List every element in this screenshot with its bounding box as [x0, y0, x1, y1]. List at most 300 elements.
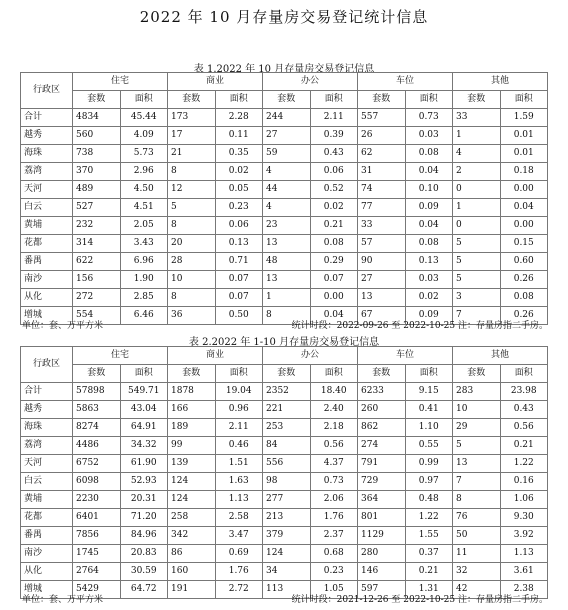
table2-value-cell: 5863: [73, 401, 121, 419]
table2-group-residential: 住宅: [73, 347, 168, 365]
table1-value-cell: 0.26: [500, 271, 548, 289]
table1-value-cell: 8: [263, 307, 311, 325]
table1-value-cell: 20: [168, 235, 216, 253]
table2-value-cell: 98: [263, 473, 311, 491]
table2-value-cell: 8: [453, 491, 501, 509]
table2-value-cell: 4486: [73, 437, 121, 455]
table1-value-cell: 0.15: [500, 235, 548, 253]
table2-value-cell: 34: [263, 563, 311, 581]
table1-sub-count: 套数: [358, 91, 406, 109]
table2-value-cell: 1.13: [215, 491, 263, 509]
table1-value-cell: 3: [453, 289, 501, 307]
table2-value-cell: 1.10: [405, 419, 453, 437]
table1-unit-note: 单位：套、万平方米: [22, 321, 104, 331]
table1-value-cell: 13: [263, 235, 311, 253]
table1-value-cell: 0.02: [405, 289, 453, 307]
table1-value-cell: 33: [453, 109, 501, 127]
table1-sub-count: 套数: [73, 91, 121, 109]
table1-value-cell: 2.11: [310, 109, 358, 127]
table1-value-cell: 2.96: [120, 163, 168, 181]
table2-value-cell: 124: [263, 545, 311, 563]
table2-value-cell: 0.55: [405, 437, 453, 455]
table1-value-cell: 4.09: [120, 127, 168, 145]
table1-value-cell: 62: [358, 145, 406, 163]
table1-sub-area: 面积: [120, 91, 168, 109]
table2-group-parking: 车位: [358, 347, 453, 365]
table1-value-cell: 0.50: [215, 307, 263, 325]
table1-value-cell: 0.35: [215, 145, 263, 163]
table1-row: [21, 217, 548, 235]
table1-sub-area: 面积: [215, 91, 263, 109]
table1-row: [21, 289, 548, 307]
table2-value-cell: 124: [168, 491, 216, 509]
table2-value-cell: 0.21: [500, 437, 548, 455]
table2-district-cell: 南沙: [21, 545, 73, 563]
table1-value-cell: 2.85: [120, 289, 168, 307]
table1-value-cell: 0.18: [500, 163, 548, 181]
table1-value-cell: 244: [263, 109, 311, 127]
table1-value-cell: 48: [263, 253, 311, 271]
table2-group-office: 办公: [263, 347, 358, 365]
table1-sub-count: 套数: [263, 91, 311, 109]
table1-value-cell: 557: [358, 109, 406, 127]
table2-value-cell: 76: [453, 509, 501, 527]
table1-value-cell: 67: [358, 307, 406, 325]
table1-value-cell: 23: [263, 217, 311, 235]
table1-value-cell: 527: [73, 199, 121, 217]
table2-row: [21, 491, 548, 509]
table1-district-cell: 荔湾: [21, 163, 73, 181]
table2-row: [21, 401, 548, 419]
table1-value-cell: 370: [73, 163, 121, 181]
table1-value-cell: 0.23: [215, 199, 263, 217]
table2-value-cell: 0.97: [405, 473, 453, 491]
table2-value-cell: 549.71: [120, 383, 168, 401]
table2-sub-area: 面积: [310, 365, 358, 383]
table2-value-cell: 3.61: [500, 563, 548, 581]
table2-value-cell: 801: [358, 509, 406, 527]
table2-value-cell: 9.30: [500, 509, 548, 527]
table2-value-cell: 0.96: [215, 401, 263, 419]
table1-value-cell: 554: [73, 307, 121, 325]
table2-value-cell: 1.51: [215, 455, 263, 473]
table2-value-cell: 2.11: [215, 419, 263, 437]
table1-value-cell: 0.13: [405, 253, 453, 271]
table1-row: [21, 109, 548, 127]
table2-value-cell: 3.47: [215, 527, 263, 545]
table2-value-cell: 0.68: [310, 545, 358, 563]
table2-value-cell: 274: [358, 437, 406, 455]
table2-value-cell: 5: [453, 437, 501, 455]
table1-value-cell: 0.13: [215, 235, 263, 253]
table2-row: [21, 527, 548, 545]
table2-value-cell: 189: [168, 419, 216, 437]
table1-value-cell: 0.07: [215, 289, 263, 307]
table2-district-header: 行政区: [21, 347, 73, 383]
table2-value-cell: 791: [358, 455, 406, 473]
table2-value-cell: 2230: [73, 491, 121, 509]
table2-value-cell: 191: [168, 581, 216, 599]
table1-district-cell: 黄埔: [21, 217, 73, 235]
table2-value-cell: 19.04: [215, 383, 263, 401]
table1-value-cell: 1: [453, 127, 501, 145]
table1-row: [21, 199, 548, 217]
table2-district-cell: 合计: [21, 383, 73, 401]
table1-group-parking: 车位: [358, 73, 453, 91]
table2-value-cell: 6401: [73, 509, 121, 527]
table2-district-cell: 越秀: [21, 401, 73, 419]
table1-value-cell: 4834: [73, 109, 121, 127]
table1-district-cell: 合计: [21, 109, 73, 127]
table1-value-cell: 0.09: [405, 307, 453, 325]
table2-value-cell: 379: [263, 527, 311, 545]
table2-value-cell: 30.59: [120, 563, 168, 581]
table2-sub-area: 面积: [405, 365, 453, 383]
table2-value-cell: 50: [453, 527, 501, 545]
table1-value-cell: 12: [168, 181, 216, 199]
table2-sub-count: 套数: [263, 365, 311, 383]
table1-sub-count: 套数: [453, 91, 501, 109]
table2-value-cell: 0.21: [405, 563, 453, 581]
table2-value-cell: 1.76: [215, 563, 263, 581]
table1-value-cell: 8: [168, 163, 216, 181]
table1-value-cell: 1: [263, 289, 311, 307]
table2-value-cell: 1.06: [500, 491, 548, 509]
table2-district-cell: 增城: [21, 581, 73, 599]
table2-value-cell: 4.37: [310, 455, 358, 473]
table1-district-cell: 从化: [21, 289, 73, 307]
table2-value-cell: 0.56: [310, 437, 358, 455]
table1-value-cell: 0.29: [310, 253, 358, 271]
table2-value-cell: 7: [453, 473, 501, 491]
table2-value-cell: 0.69: [215, 545, 263, 563]
table1-value-cell: 27: [263, 127, 311, 145]
table1-value-cell: 1.59: [500, 109, 548, 127]
table2-value-cell: 1.05: [310, 581, 358, 599]
table1-district-cell: 天河: [21, 181, 73, 199]
table1-value-cell: 33: [358, 217, 406, 235]
table2-value-cell: 146: [358, 563, 406, 581]
table1-group-office: 办公: [263, 73, 358, 91]
table2-value-cell: 34.32: [120, 437, 168, 455]
table2-value-cell: 556: [263, 455, 311, 473]
table2-sub-count: 套数: [168, 365, 216, 383]
table2-value-cell: 258: [168, 509, 216, 527]
table2-value-cell: 84: [263, 437, 311, 455]
table2-value-cell: 10: [453, 401, 501, 419]
table1-value-cell: 0.43: [310, 145, 358, 163]
table2-value-cell: 2.18: [310, 419, 358, 437]
table2-value-cell: 3.92: [500, 527, 548, 545]
table2-value-cell: 1129: [358, 527, 406, 545]
table1-value-cell: 5: [453, 271, 501, 289]
table1-row: [21, 163, 548, 181]
table2-district-cell: 从化: [21, 563, 73, 581]
table1-value-cell: 7: [453, 307, 501, 325]
table1-row: [21, 271, 548, 289]
table2-value-cell: 0.37: [405, 545, 453, 563]
table1-period-note: 统计时段：2022-09-26 至 2022-10-25 注：存量房指二手房。: [291, 321, 548, 331]
table1-value-cell: 59: [263, 145, 311, 163]
table2-unit-note: 单位：套、万平方米: [22, 595, 104, 605]
table1-value-cell: 0.08: [500, 289, 548, 307]
table2-sub-count: 套数: [453, 365, 501, 383]
table2-district-cell: 海珠: [21, 419, 73, 437]
table1-value-cell: 272: [73, 289, 121, 307]
table1-value-cell: 0.00: [500, 217, 548, 235]
table2-value-cell: 260: [358, 401, 406, 419]
table2-value-cell: 1.13: [500, 545, 548, 563]
table1-value-cell: 0.05: [215, 181, 263, 199]
table2-value-cell: 166: [168, 401, 216, 419]
table1-value-cell: 314: [73, 235, 121, 253]
table1-district-cell: 花都: [21, 235, 73, 253]
table2-value-cell: 1.31: [405, 581, 453, 599]
table2-value-cell: 862: [358, 419, 406, 437]
table1-value-cell: 74: [358, 181, 406, 199]
table1-value-cell: 560: [73, 127, 121, 145]
table1-value-cell: 0.39: [310, 127, 358, 145]
table1-row: [21, 127, 548, 145]
table2-caption: 表 2.2022 年 1-10 月存量房交易登记信息: [188, 337, 380, 348]
table1-group-header-row: [21, 73, 548, 91]
table2-value-cell: 43.04: [120, 401, 168, 419]
table2-value-cell: 0.43: [500, 401, 548, 419]
table1-district-cell: 海珠: [21, 145, 73, 163]
table2-value-cell: 1745: [73, 545, 121, 563]
table2-value-cell: 729: [358, 473, 406, 491]
table1-sub-area: 面积: [500, 91, 548, 109]
table1-value-cell: 0.06: [310, 163, 358, 181]
table2-value-cell: 139: [168, 455, 216, 473]
table2-row: [21, 455, 548, 473]
table2-value-cell: 32: [453, 563, 501, 581]
table1-row: [21, 235, 548, 253]
table1-sub-header-row: [21, 91, 548, 109]
table1-value-cell: 45.44: [120, 109, 168, 127]
table1-value-cell: 0.11: [215, 127, 263, 145]
table1-value-cell: 5: [453, 253, 501, 271]
table1-value-cell: 0.26: [500, 307, 548, 325]
table1-value-cell: 489: [73, 181, 121, 199]
table2-value-cell: 64.72: [120, 581, 168, 599]
table1-group-other: 其他: [453, 73, 548, 91]
table2-value-cell: 0.16: [500, 473, 548, 491]
table1-value-cell: 156: [73, 271, 121, 289]
table1-value-cell: 0.07: [310, 271, 358, 289]
table1-group-commercial: 商业: [168, 73, 263, 91]
table2-value-cell: 0.56: [500, 419, 548, 437]
table2-value-cell: 2.58: [215, 509, 263, 527]
table1-value-cell: 8: [168, 217, 216, 235]
table2-value-cell: 213: [263, 509, 311, 527]
table1-value-cell: 0.04: [405, 217, 453, 235]
table1-value-cell: 0.02: [310, 199, 358, 217]
table2-group-other: 其他: [453, 347, 548, 365]
table1-sub-count: 套数: [168, 91, 216, 109]
table1-row: [21, 253, 548, 271]
table1-value-cell: 0.00: [310, 289, 358, 307]
table1-value-cell: 8: [168, 289, 216, 307]
table1-sub-area: 面积: [310, 91, 358, 109]
table1-value-cell: 13: [263, 271, 311, 289]
table1-value-cell: 6.96: [120, 253, 168, 271]
table1-value-cell: 5.73: [120, 145, 168, 163]
table2-value-cell: 7856: [73, 527, 121, 545]
table2-value-cell: 42: [453, 581, 501, 599]
table2-value-cell: 0.99: [405, 455, 453, 473]
table2-period-note: 统计时段：2021-12-26 至 2022-10-25 注：存量房指二手房。: [291, 595, 548, 605]
table1-value-cell: 6.46: [120, 307, 168, 325]
table1-value-cell: 232: [73, 217, 121, 235]
table2-row: [21, 383, 548, 401]
table2-value-cell: 1.22: [405, 509, 453, 527]
table1-value-cell: 0: [453, 217, 501, 235]
page-title: 2022 年 10 月存量房交易登记统计信息: [139, 8, 429, 26]
table2-sub-count: 套数: [73, 365, 121, 383]
table1-value-cell: 17: [168, 127, 216, 145]
table1-sub-area: 面积: [405, 91, 453, 109]
table1-value-cell: 0.04: [405, 163, 453, 181]
table1-value-cell: 0.08: [310, 235, 358, 253]
table2-sub-area: 面积: [120, 365, 168, 383]
table1-value-cell: 5: [168, 199, 216, 217]
table1-value-cell: 0.04: [310, 307, 358, 325]
table1-value-cell: 0.00: [500, 181, 548, 199]
table1-group-residential: 住宅: [73, 73, 168, 91]
table2-value-cell: 1878: [168, 383, 216, 401]
table2-row: [21, 419, 548, 437]
table2-value-cell: 99: [168, 437, 216, 455]
table1-value-cell: 2.28: [215, 109, 263, 127]
table1-value-cell: 0.21: [310, 217, 358, 235]
table1-value-cell: 90: [358, 253, 406, 271]
table1-value-cell: 1: [453, 199, 501, 217]
table2-sub-header-row: [21, 365, 548, 383]
table1-district-cell: 南沙: [21, 271, 73, 289]
table2-value-cell: 84.96: [120, 527, 168, 545]
table2-district-cell: 白云: [21, 473, 73, 491]
table2-value-cell: 2.40: [310, 401, 358, 419]
table1-value-cell: 0.73: [405, 109, 453, 127]
table2-value-cell: 11: [453, 545, 501, 563]
table1-value-cell: 27: [358, 271, 406, 289]
table2: [20, 346, 548, 599]
table2-value-cell: 71.20: [120, 509, 168, 527]
table1-value-cell: 0.03: [405, 271, 453, 289]
table2-group-commercial: 商业: [168, 347, 263, 365]
table2-value-cell: 13: [453, 455, 501, 473]
table2-value-cell: 364: [358, 491, 406, 509]
table1-value-cell: 0.02: [215, 163, 263, 181]
table2-row: [21, 437, 548, 455]
table1-value-cell: 5: [453, 235, 501, 253]
table1-value-cell: 173: [168, 109, 216, 127]
table2-value-cell: 20.31: [120, 491, 168, 509]
table2-value-cell: 2.06: [310, 491, 358, 509]
table1-district-cell: 白云: [21, 199, 73, 217]
table1-value-cell: 738: [73, 145, 121, 163]
table1-row: [21, 181, 548, 199]
table2-value-cell: 1.63: [215, 473, 263, 491]
table1-value-cell: 0.01: [500, 145, 548, 163]
table1-value-cell: 0.08: [405, 145, 453, 163]
table2-value-cell: 6752: [73, 455, 121, 473]
table1-value-cell: 0.04: [500, 199, 548, 217]
table2-value-cell: 6233: [358, 383, 406, 401]
table1-value-cell: 13: [358, 289, 406, 307]
table2-row: [21, 473, 548, 491]
table1-value-cell: 57: [358, 235, 406, 253]
table1-district-cell: 增城: [21, 307, 73, 325]
table1-value-cell: 0.09: [405, 199, 453, 217]
table2-value-cell: 9.15: [405, 383, 453, 401]
table2-value-cell: 6098: [73, 473, 121, 491]
table2-district-cell: 天河: [21, 455, 73, 473]
table1-value-cell: 4.51: [120, 199, 168, 217]
table2-district-cell: 荔湾: [21, 437, 73, 455]
table2-sub-area: 面积: [215, 365, 263, 383]
table1-value-cell: 0.07: [215, 271, 263, 289]
table1-value-cell: 0.06: [215, 217, 263, 235]
table1-value-cell: 21: [168, 145, 216, 163]
table2-value-cell: 8274: [73, 419, 121, 437]
table2-value-cell: 597: [358, 581, 406, 599]
table2-value-cell: 0.73: [310, 473, 358, 491]
table2-value-cell: 2.38: [500, 581, 548, 599]
table2-value-cell: 342: [168, 527, 216, 545]
table1-caption: 表 1.2022 年 10 月存量房交易登记信息: [193, 64, 375, 75]
table1-value-cell: 4: [263, 163, 311, 181]
table2-value-cell: 280: [358, 545, 406, 563]
table1-value-cell: 622: [73, 253, 121, 271]
table1-value-cell: 0.52: [310, 181, 358, 199]
table2-value-cell: 0.41: [405, 401, 453, 419]
table2-value-cell: 0.46: [215, 437, 263, 455]
table1: [20, 72, 548, 325]
table2-value-cell: 113: [263, 581, 311, 599]
table1-value-cell: 0.71: [215, 253, 263, 271]
table2-value-cell: 61.90: [120, 455, 168, 473]
table2-row: [21, 509, 548, 527]
table2-value-cell: 160: [168, 563, 216, 581]
table2-value-cell: 2764: [73, 563, 121, 581]
table2-district-cell: 花都: [21, 509, 73, 527]
table1-value-cell: 4: [453, 145, 501, 163]
table2-row: [21, 545, 548, 563]
table2-value-cell: 253: [263, 419, 311, 437]
table2-sub-count: 套数: [358, 365, 406, 383]
table2-value-cell: 5429: [73, 581, 121, 599]
table2-value-cell: 2.37: [310, 527, 358, 545]
table1-value-cell: 0.03: [405, 127, 453, 145]
table2-value-cell: 2.72: [215, 581, 263, 599]
table2-value-cell: 20.83: [120, 545, 168, 563]
table1-value-cell: 0.08: [405, 235, 453, 253]
table1-value-cell: 2: [453, 163, 501, 181]
table1-value-cell: 26: [358, 127, 406, 145]
table2-value-cell: 1.22: [500, 455, 548, 473]
table2-district-cell: 黄埔: [21, 491, 73, 509]
table1-value-cell: 2.05: [120, 217, 168, 235]
table1-value-cell: 44: [263, 181, 311, 199]
table2-value-cell: 2352: [263, 383, 311, 401]
table1-value-cell: 28: [168, 253, 216, 271]
table2-value-cell: 221: [263, 401, 311, 419]
table2-value-cell: 0.48: [405, 491, 453, 509]
table1-value-cell: 31: [358, 163, 406, 181]
table2-value-cell: 0.23: [310, 563, 358, 581]
